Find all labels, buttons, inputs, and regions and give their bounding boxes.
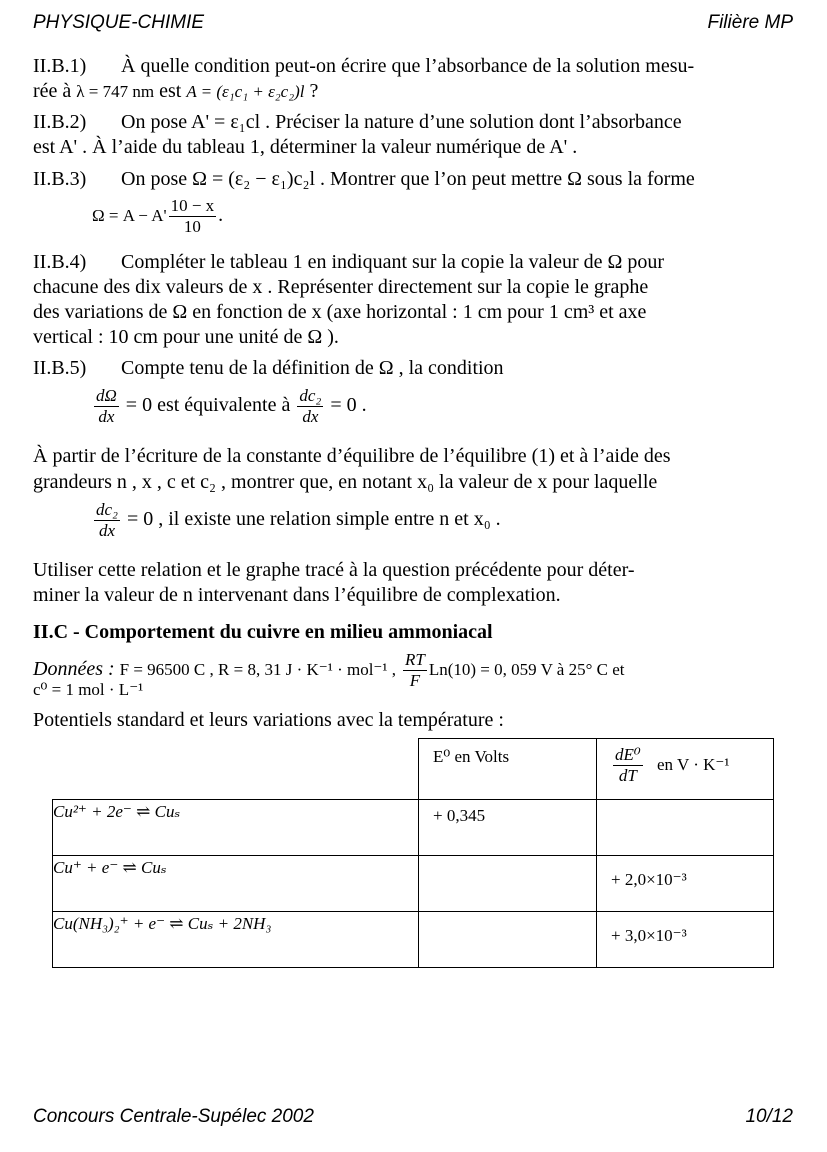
- table-header-de0: [596, 738, 774, 800]
- de0-value: + 3,0×10⁻³: [611, 926, 687, 945]
- numerator: 10 − x: [170, 196, 215, 215]
- text: ?: [309, 80, 319, 102]
- question-number: II.B.3): [33, 168, 87, 190]
- table-cell: [596, 799, 774, 856]
- denominator: dx: [302, 407, 319, 426]
- paragraph-line1: À partir de l’écriture de la constante d’équilibre de l’équilibre (1) et à l’aide des: [33, 445, 671, 467]
- page-number: 10/12: [745, 1106, 793, 1127]
- question-text: On pose Ω = (ε₂ − ε₁)c₂l . Montrer que l’on peut mettre Ω sous la forme: [121, 168, 695, 190]
- fraction: [613, 745, 643, 786]
- text: = 0 .: [330, 394, 367, 417]
- section-title: II.C - Comportement du cuivre en milieu ammoniacal: [33, 621, 493, 643]
- question-b1-line2: [33, 79, 318, 104]
- numerator: dE⁰: [615, 745, 641, 764]
- question-text: Compléter le tableau 1 en indiquant sur la copie la valeur de Ω pour: [121, 251, 665, 273]
- reaction: Cu(NH₃)₂⁺ + e⁻ ⇌ Cuₛ + 2NH₃: [53, 914, 272, 933]
- question-number: II.B.1): [33, 55, 87, 77]
- formula: A = (ε₁c₁ + ε₂c₂)l: [186, 82, 305, 101]
- formula-condition: [92, 386, 367, 427]
- formula-left: Ω = A − A': [92, 206, 167, 226]
- question-b2-line2: est A' . À l’aide du tableau 1, déterminer la valeur numérique de A' .: [33, 136, 578, 158]
- fraction: [94, 500, 120, 541]
- table-row: [52, 855, 419, 912]
- fraction: [94, 386, 119, 427]
- question-number: II.B.2): [33, 111, 87, 133]
- text: .: [218, 204, 224, 227]
- table-cell: [596, 855, 774, 912]
- header-text: E⁰ en Volts: [433, 747, 510, 766]
- formula-omega: [92, 196, 223, 237]
- denominator: dx: [98, 521, 115, 540]
- header-track: Filière MP: [707, 12, 793, 33]
- constants: Ln(10) = 0, 059 V à 25° C et: [428, 660, 625, 680]
- reaction: Cu⁺ + e⁻ ⇌ Cuₛ: [53, 858, 167, 877]
- wavelength: λ = 747 nm: [76, 82, 155, 101]
- text: rée à: [33, 80, 72, 102]
- question-text: On pose A' = ε₁cl . Préciser la nature d’une solution dont l’absorbance: [121, 111, 682, 133]
- table-cell: [418, 911, 597, 968]
- question-b4-line4: vertical : 10 cm pour une unité de Ω ).: [33, 326, 339, 348]
- numerator: dc₂: [299, 386, 322, 405]
- denominator: dx: [98, 407, 115, 426]
- question-number: II.B.5): [33, 357, 87, 379]
- table-row: [52, 799, 419, 856]
- question-b4: [33, 250, 664, 274]
- header-unit: en V · K⁻¹: [657, 755, 730, 774]
- question-text: À quelle condition peut-on écrire que l’absorbance de la solution mesu-: [121, 55, 695, 77]
- question-b3: [33, 167, 695, 191]
- fraction: [169, 196, 217, 237]
- paragraph2-line2: miner la valeur de n intervenant dans l’équilibre de complexation.: [33, 584, 561, 606]
- table-cell: [596, 911, 774, 968]
- text: = 0 est équivalente à: [125, 394, 291, 417]
- table-header-e0: [418, 738, 597, 800]
- denominator: dT: [618, 766, 637, 785]
- table-cell: [418, 799, 597, 856]
- constants: F = 96500 C , R = 8, 31 J · K⁻¹ · mol⁻¹ ,: [119, 660, 396, 680]
- question-b4-line2: chacune des dix valeurs de x . Représenter directement sur la copie le graphe: [33, 276, 649, 298]
- donnees-line2: c⁰ = 1 mol · L⁻¹: [33, 680, 144, 699]
- text: = 0 , il existe une relation simple entre n et x₀ .: [126, 508, 501, 531]
- fraction: [403, 650, 427, 691]
- question-b1: [33, 54, 792, 78]
- denominator: F: [409, 671, 421, 690]
- question-b2: [33, 110, 682, 134]
- de0-value: + 2,0×10⁻³: [611, 870, 687, 889]
- denominator: 10: [183, 217, 201, 236]
- formula-dc2: [92, 500, 501, 541]
- header-subject: PHYSIQUE-CHIMIE: [33, 12, 205, 33]
- text: est: [159, 80, 182, 102]
- question-text: Compte tenu de la définition de Ω , la condition: [121, 357, 504, 379]
- e0-value: + 0,345: [433, 806, 486, 825]
- paragraph2-line1: Utiliser cette relation et le graphe tracé à la question précédente pour déter-: [33, 559, 635, 581]
- table-intro: Potentiels standard et leurs variations avec la température :: [33, 709, 504, 731]
- footer-exam: Concours Centrale-Supélec 2002: [33, 1106, 314, 1127]
- numerator: dΩ: [96, 386, 117, 405]
- question-b5: [33, 356, 504, 380]
- numerator: RT: [405, 650, 425, 669]
- donnees-label: Données :: [33, 658, 115, 681]
- fraction: [297, 386, 323, 427]
- question-b4-line3: des variations de Ω en fonction de x (axe horizontal : 1 cm pour 1 cm³ et axe: [33, 301, 647, 323]
- table-cell: [418, 855, 597, 912]
- reaction: Cu²⁺ + 2e⁻ ⇌ Cuₛ: [53, 802, 181, 821]
- paragraph-line2: grandeurs n , x , c et c₂ , montrer que, en notant x₀ la valeur de x pour laquelle: [33, 471, 658, 493]
- question-number: II.B.4): [33, 251, 87, 273]
- numerator: dc₂: [96, 500, 118, 519]
- table-row: [52, 911, 419, 968]
